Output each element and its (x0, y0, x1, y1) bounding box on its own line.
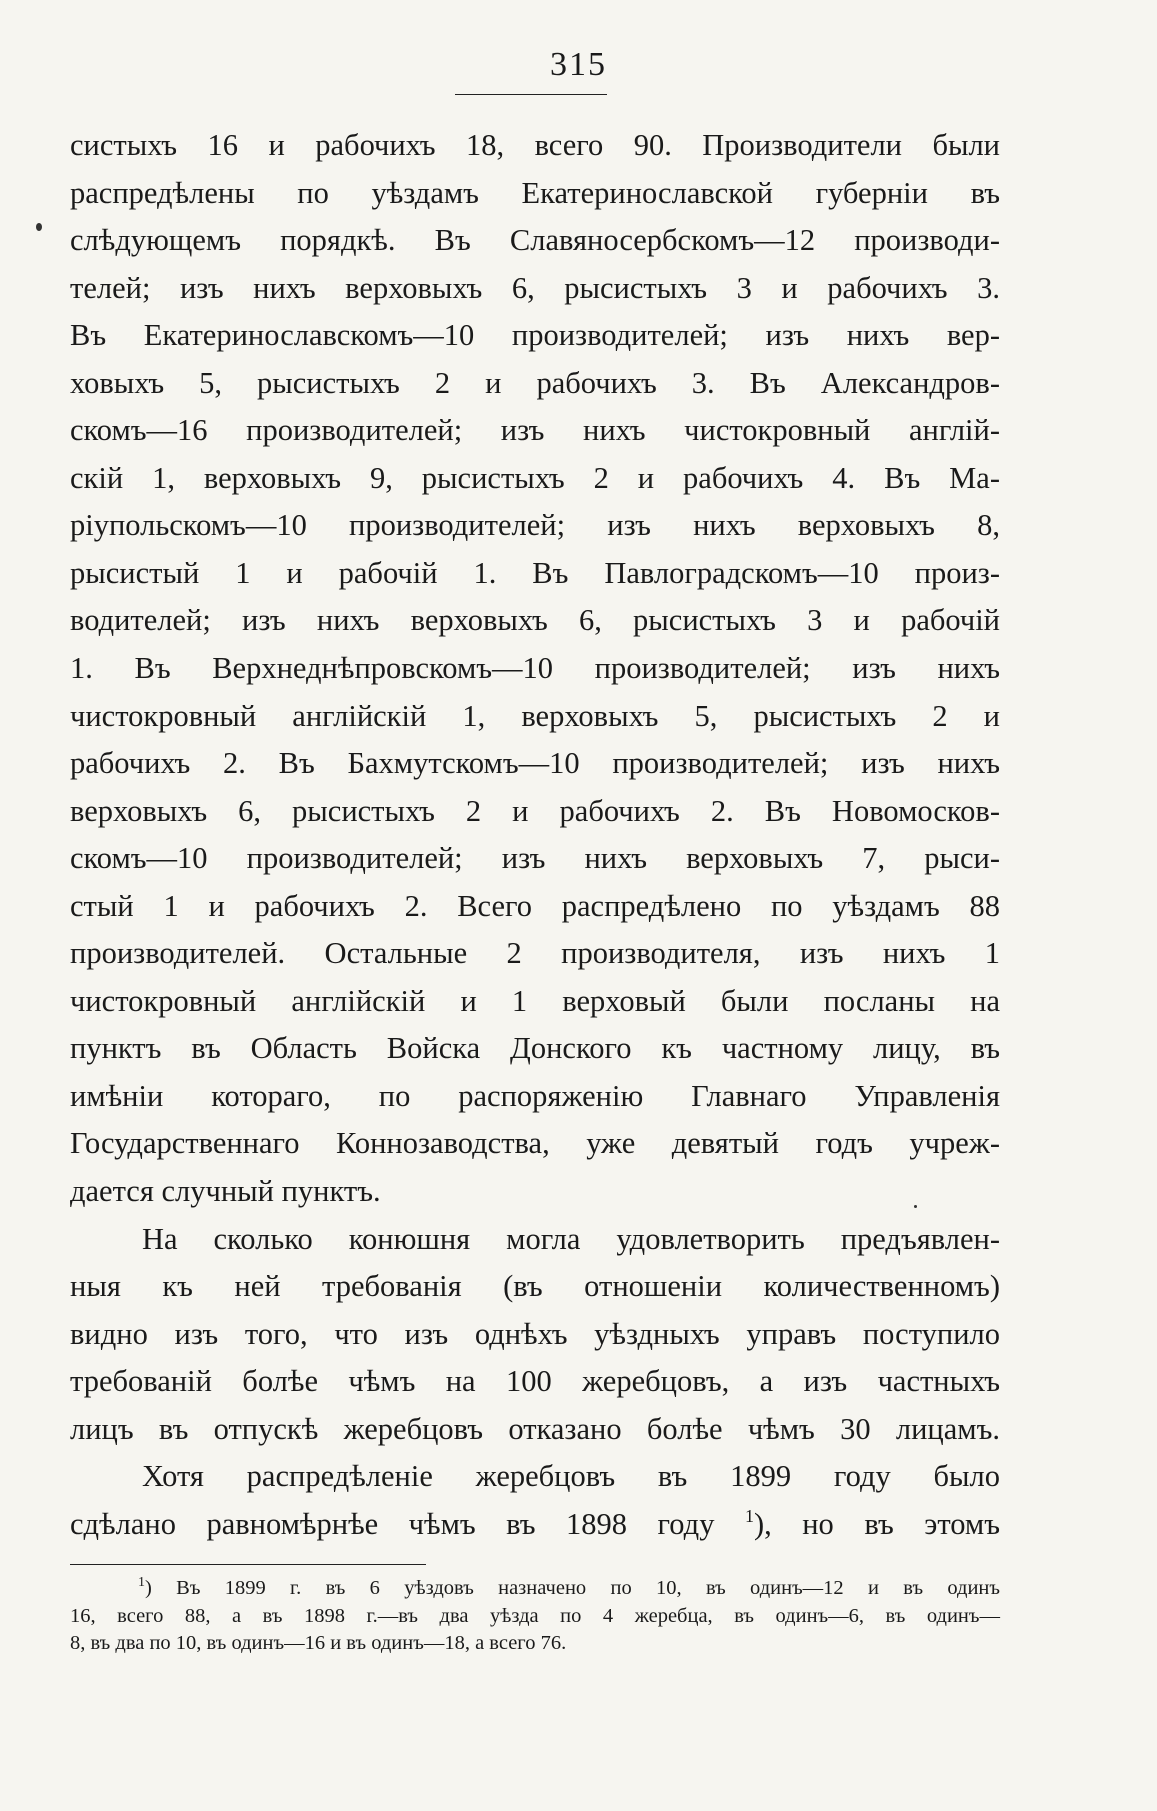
scan-speck (914, 1205, 917, 1208)
text-line: скомъ—16 производителей; изъ нихъ чистокровный англій- (70, 413, 1000, 448)
text-line: имѣніи котораго, по распоряженію Главнаго Управленія (70, 1078, 1000, 1113)
text-line: систыхъ 16 и рабочихъ 18, всего 90. Производители были (70, 128, 1000, 162)
text-line: скій 1, верховыхъ 9, рысистыхъ 2 и рабочихъ 4. Въ Ма- (70, 460, 1000, 495)
body-text (70, 122, 1000, 1548)
page-number: 315 (550, 46, 607, 83)
text-line: ріупольскомъ—10 производителей; изъ нихъ верховыхъ 8, (70, 508, 1000, 543)
footnote-rule (70, 1564, 426, 1565)
scan-speck (36, 223, 42, 231)
text-line: производителей. Остальные 2 производителя, изъ нихъ 1 (70, 936, 1000, 971)
text-line: телей; изъ нихъ верховыхъ 6, рысистыхъ 3 и рабочихъ 3. (70, 270, 1000, 305)
text-line: чистокровный англійскій 1, верховыхъ 5, рысистыхъ 2 и (70, 698, 1000, 733)
text-line: верховыхъ 6, рысистыхъ 2 и рабочихъ 2. Въ Новомосков- (70, 793, 1000, 828)
header-rule (455, 94, 607, 95)
text-line: рысистый 1 и рабочій 1. Въ Павлоградскомъ—10 произ- (70, 555, 1000, 590)
text-line: дается случный пунктъ. (70, 1174, 381, 1209)
paragraph-line: На сколько конюшня могла удовлетворить предъявлен- (142, 1221, 1000, 1256)
text-line: пунктъ въ Область Войска Донского къ частному лицу, въ (70, 1031, 1000, 1066)
footnotes (70, 1575, 1000, 1658)
text-fragment: ), но въ этомъ (753, 1506, 1000, 1541)
text-fragment: сдѣлано равномѣрнѣе чѣмъ въ 1898 году (70, 1506, 745, 1541)
text-line: скомъ—10 производителей; изъ нихъ верховыхъ 7, рыси- (70, 841, 1000, 876)
footnote-reference[interactable]: 1 (744, 1505, 754, 1526)
text-line: ховыхъ 5, рысистыхъ 2 и рабочихъ 3. Въ Александров- (70, 365, 1000, 400)
paragraph-line: требованій болѣе чѣмъ на 100 жеребцовъ, а изъ частныхъ (70, 1364, 1000, 1399)
text-line: 1. Въ Верхнеднѣпровскомъ—10 производителей; изъ нихъ (70, 651, 1000, 686)
paragraph-line: ныя къ ней требованія (въ отношеніи количественномъ) (70, 1269, 1000, 1304)
paragraph-line: Хотя распредѣленіе жеребцовъ въ 1899 году было (142, 1459, 1000, 1494)
text-line: водителей; изъ нихъ верховыхъ 6, рысистыхъ 3 и рабочій (70, 603, 1000, 638)
footnote-line: 16, всего 88, а въ 1898 г.—въ два уѣзда по 4 жеребца, въ одинъ—6, въ одинъ— (70, 1604, 1000, 1627)
text-line: слѣдующемъ порядкѣ. Въ Славяносербскомъ—12 производи- (70, 223, 1000, 258)
footnote-marker: 1 (138, 1575, 145, 1590)
footnote-text: ) Въ 1899 г. въ 6 уѣздовъ назначено по 10, въ одинъ—12 и въ одинъ (145, 1577, 1000, 1599)
text-line: Государственнаго Коннозаводства, уже девятый годъ учреж- (70, 1126, 1000, 1161)
text-line: чистокровный англійскій и 1 верховый были посланы на (70, 983, 1000, 1018)
paragraph-line: лицъ въ отпускѣ жеребцовъ отказано болѣе чѣмъ 30 лицамъ. (70, 1411, 1000, 1446)
paragraph-line: видно изъ того, что изъ однѣхъ уѣздныхъ управъ поступило (70, 1316, 1000, 1351)
text-line: распредѣлены по уѣздамъ Екатеринославской губерніи въ (70, 175, 1000, 210)
footnote-line: 8, въ два по 10, въ одинъ—16 и въ одинъ—18, а всего 76. (70, 1632, 567, 1654)
footnote-line (70, 1575, 1000, 1603)
paragraph-line-with-footnote-ref (70, 1501, 1000, 1549)
text-line: стый 1 и рабочихъ 2. Всего распредѣлено по уѣздамъ 88 (70, 888, 1000, 923)
text-line: Въ Екатеринославскомъ—10 производителей; изъ нихъ вер- (70, 318, 1000, 353)
text-line: рабочихъ 2. Въ Бахмутскомъ—10 производителей; изъ нихъ (70, 746, 1000, 781)
